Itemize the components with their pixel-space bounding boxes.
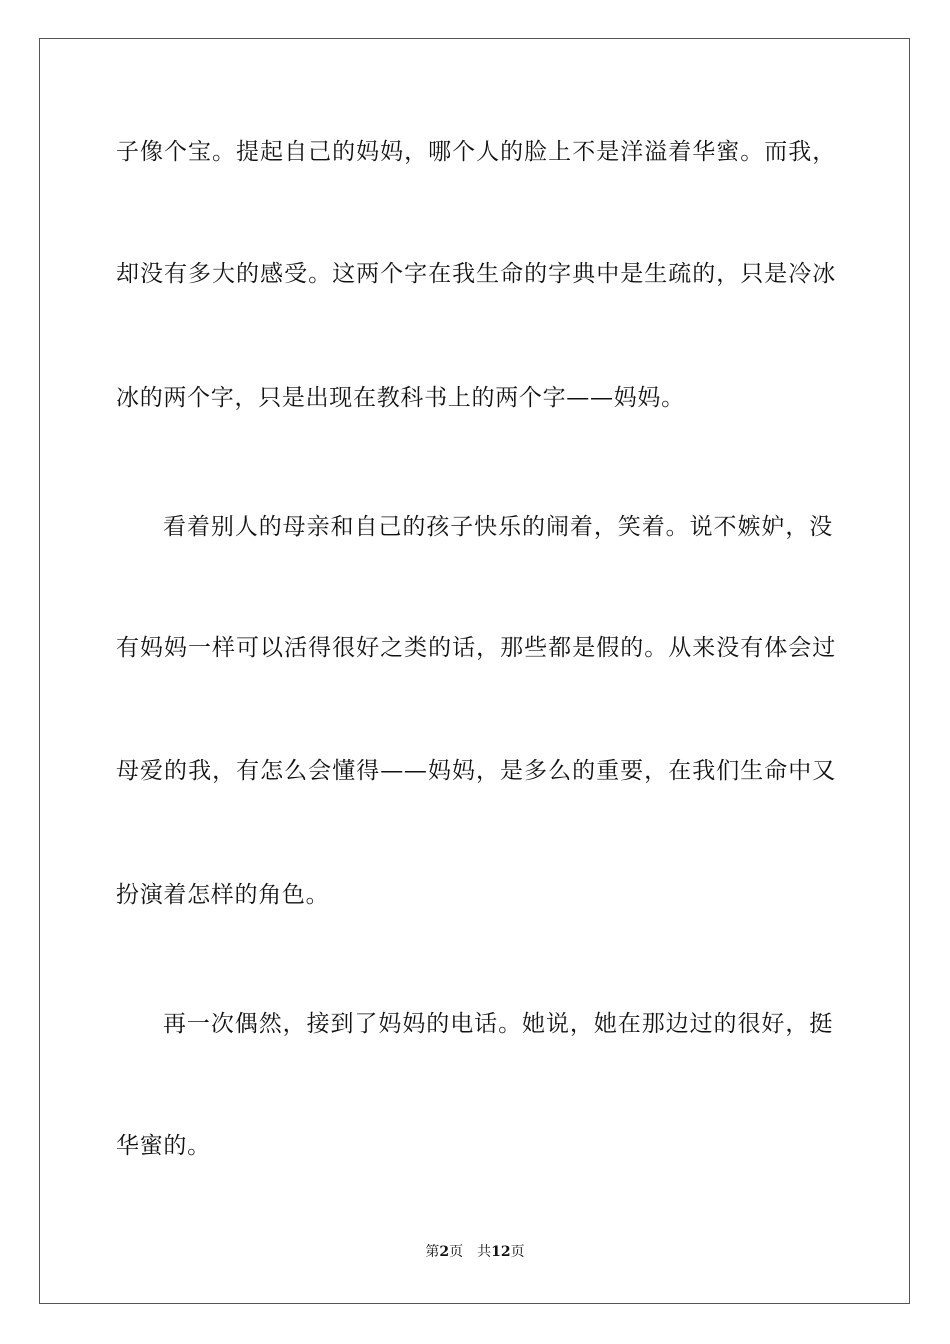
paragraph-first-line: 再一次偶然，接到了妈妈的电话。她说，她在那边过的很好，挺	[163, 1011, 833, 1037]
footer-page-suffix: 页	[510, 1244, 525, 1260]
footer-page-mid: 页 共	[449, 1244, 492, 1260]
text-line: 扮演着怎样的角色。	[116, 882, 330, 908]
page-footer	[0, 1243, 950, 1261]
text-line: 华蜜的。	[116, 1133, 211, 1159]
text-line: 母爱的我，有怎么会懂得——妈妈，是多么的重要，在我们生命中又	[116, 758, 836, 784]
footer-page-prefix: 第	[425, 1244, 440, 1260]
footer-page-total: 12	[491, 1244, 511, 1260]
text-line: 冰的两个字，只是出现在教科书上的两个字——妈妈。	[116, 385, 685, 411]
text-line: 有妈妈一样可以活得很好之类的话，那些都是假的。从来没有体会过	[116, 635, 836, 661]
footer-page-current: 2	[439, 1244, 450, 1260]
paragraph-first-line: 看着别人的母亲和自己的孩子快乐的闹着，笑着。说不嫉妒，没	[163, 514, 833, 540]
text-line: 却没有多大的感受。这两个字在我生命的字典中是生疏的，只是冷冰	[116, 261, 836, 287]
text-line: 子像个宝。提起自己的妈妈，哪个人的脸上不是洋溢着华蜜。而我，	[116, 139, 836, 165]
